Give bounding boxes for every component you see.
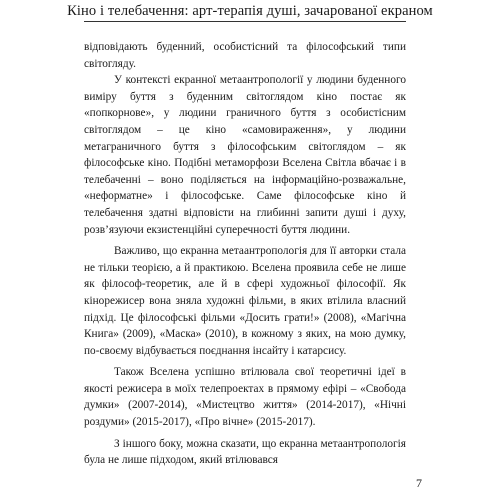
paragraph: У контексті екранної метаантропології у людини буденного виміру буття з буденним світоглядом кіно постає як «попкорнове», у людини граничного буття з особистісним світоглядом – це кіно «самовираження», у людини метаграничного буття з філософським світоглядом – як філософське кіно. Подібні метаморфози Вселена Світла вбачає і в телебаченні – воно поділяється на інформаційно-розважальне, «неформатне» і філософське. Саме філософське кіно й телебачення здатні відповісти на глибинні запити душі і духу, розв’язуючи екзистенційні суперечності буття людини. — [84, 74, 406, 236]
page-number: 7 — [416, 476, 422, 490]
paragraph: Також Вселена успішно втілювала свої теоретичні ідеї в якості режисера в моїх телепроектах в прямому ефірі – «Свобода думки» (2007-2014), «Мистецтво життя» (2014-2017), «Нічні роздуми» (2015-2017), «Про вічне» (2015-2017). — [84, 366, 406, 429]
header-divider — [84, 21, 406, 22]
body-text — [84, 39, 406, 469]
paragraph: Важливо, що екранна метаантропологія для її авторки стала не тільки теорією, а й практикою. Вселена проявила себе не лише як філософ-теоретик, але й в сфері художньої філософії. Як кінорежисер вона зняла художні фільми, в яких втілила власний підхід. Це філософські фільми «Досить грати!» (2008), «Магічна Книга» (2009), «Маска» (2010), в кожному з яких, на мою думку, по-своєму відбувається поєднання інсайту і катарсису. — [84, 245, 406, 357]
paragraph: З іншого боку, можна сказати, що екранна метаантропологія була не лише підходом, який втілювався — [84, 437, 406, 467]
paragraph-continuation: відповідають буденний, особистісний та філософський типи світогляду. — [84, 41, 406, 70]
running-header: Кіно і телебачення: арт-терапія душі, зачарованої екраном — [67, 3, 433, 19]
